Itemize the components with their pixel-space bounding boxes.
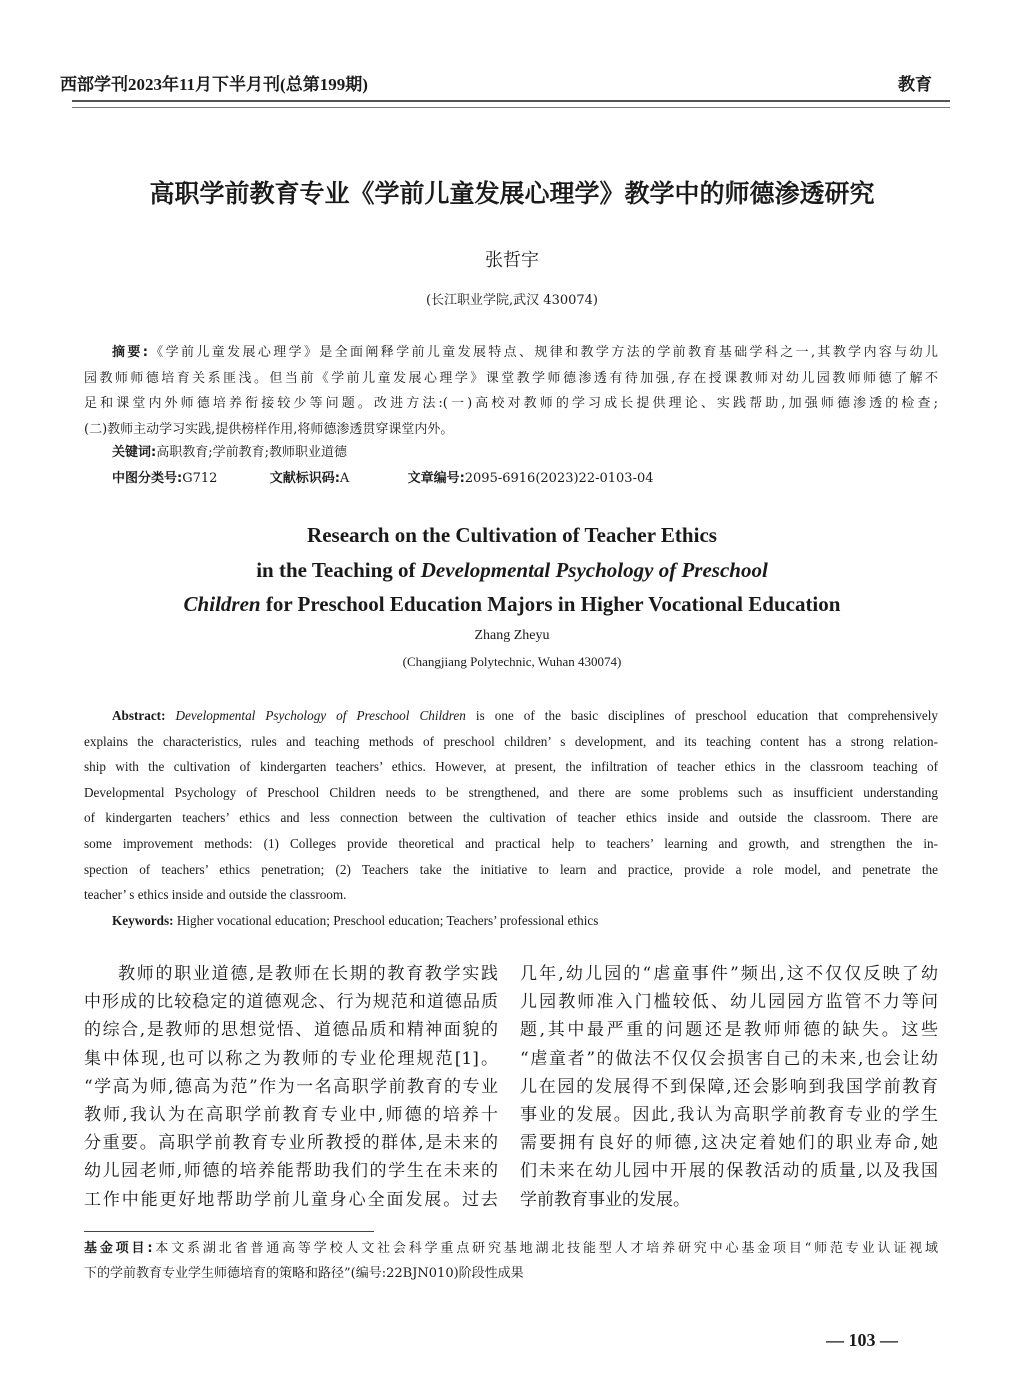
abstract-en-text: is one of the basic disciplines of preschool education that comprehensively [465,708,938,723]
footnote-text: 本文系湖北省普通高等学校人文社会科学重点研究基地湖北技能型人才培养研究中心基金项目“师范专业认证视域 [152,1241,938,1256]
abstract-cn-line: 园教师师德培育关系匪浅。但当前《学前儿童发展心理学》课堂教学师德渗透有待加强,存在授课教师对幼儿园教师师德了解不 [84,370,938,386]
journal-header: 西部学刊2023年11月下半月刊(总第199期) [60,75,368,94]
body-text-line: 题,其中最严重的问题还是教师师德的缺失。这些 [520,1020,938,1041]
abstract-cn-text: 《学前儿童发展心理学》是全面阐释学前儿童发展特点、规律和教学方法的学前教育基础学科之一,其教学内容与幼儿 [147,345,938,360]
body-text-line: 中形成的比较稳定的道德观念、行为规范和道德品质 [84,992,498,1013]
header-rule [72,100,950,108]
abstract-cn-line: 足和课堂内外师德培养衔接较少等问题。改进方法:(一)高校对教师的学习成长提供理论、实践帮助,加强师德渗透的检查; [84,396,938,411]
abstract-en-label: Abstract: [112,708,166,723]
clc-label: 中图分类号: [112,471,183,486]
author: 张哲宇 [485,250,539,271]
en-title-italic: Developmental Psychology of Preschool [420,558,768,582]
en-affiliation: (Changjiang Polytechnic, Wuhan 430074) [402,654,622,669]
en-title-line-1: Research on the Cultivation of Teacher Ethics [307,523,717,547]
abstract-en-line: ship with the cultivation of kindergarten teachers’ ethics. However, at present, the infiltration of teacher ethics in the classroom teaching of [84,759,938,775]
clc-value: G712 [182,471,218,486]
body-text-line: 工作中能更好地帮助学前儿童身心全面发展。过去 [84,1189,498,1210]
body-text-line: 们未来在幼儿园中开展的保教活动的质量,以及我国 [520,1161,938,1182]
body-text-line: “学高为师,德高为范”作为一名高职学前教育的专业 [84,1076,498,1097]
article-number-label: 文章编号: [407,471,465,486]
body-text-line: 儿园教师准入门槛较低、幼儿园园方监管不力等问 [520,992,938,1013]
footnote-label: 基金项目: [84,1241,153,1256]
body-text-line: 幼儿园老师,师德的培养能帮助我们的学生在未来的 [84,1161,498,1182]
en-author: Zhang Zheyu [474,628,550,643]
abstract-en-line: explains the characteristics, rules and teaching methods of preschool children’ s development, and its teaching content has a strong relation- [84,733,938,749]
abstract-en-line: teacher’ s ethics inside and outside the classroom. [84,887,347,903]
affiliation: (长江职业学院,武汉 430074) [425,293,599,308]
body-text-line: 几年,幼儿园的“虐童事件”频出,这不仅仅反映了幼 [520,964,938,984]
body-text-line: 儿在园的发展得不到保障,还会影响到我国学前教育 [520,1076,938,1097]
doc-code-value: A [339,471,350,486]
en-title-line-3 [0,592,1024,617]
abstract-cn-line: (二)教师主动学习实践,提供榜样作用,将师德渗透贯穿课堂内外。 [84,421,454,437]
keywords-en [112,911,912,931]
abstract-en-line: Developmental Psychology of Preschool Children needs to be strengthened, and there are some problems such as insufficient understanding [84,784,938,800]
page-number: — 103 — [826,1330,898,1350]
footnote-line-1 [84,1239,938,1259]
doc-code-label: 文献标识码: [269,471,340,486]
keywords-en-label: Keywords: [112,913,174,928]
en-title-text: in the Teaching of [256,558,421,582]
footnote-line-2: 下的学前教育专业学生师德培育的策略和路径”(编号:22BJN010)阶段性成果 [84,1266,524,1281]
abstract-en-italic: Developmental Psychology of Preschool Children [175,708,466,723]
en-title-text: for Preschool Education Majors in Higher Vocational Education [260,592,841,616]
body-text-line: 分重要。高职学前教育专业所教授的群体,是未来的 [84,1133,498,1154]
body-text-line: 教师的职业道德,是教师在长期的教育教学实践 [118,964,498,984]
en-title-line-2 [0,558,1024,583]
en-title-italic: Children [183,592,261,616]
body-text-line: 的综合,是教师的思想觉悟、道德品质和精神面貌的 [84,1020,498,1041]
classification-row [112,469,654,489]
abstract-en-first-line [112,706,938,726]
abstract-en-line: some improvement methods: (1) Colleges provide theoretical and practical help to teachers’ learning and growth, and strengthen the in- [84,835,938,851]
keywords-cn-label: 关键词: [112,445,157,460]
paper-title: 高职学前教育专业《学前儿童发展心理学》教学中的师德渗透研究 [149,179,875,208]
abstract-en-line: of kindergarten teachers’ ethics and less connection between the cultivation of teacher ethics inside and outside the classroom. There are [84,810,938,826]
footnote-rule [84,1231,374,1232]
body-text-line: 需要拥有良好的师德,这决定着她们的职业寿命,她 [520,1133,938,1154]
body-text-line: 集中体现,也可以称之为教师的专业伦理规范[1]。 [84,1048,498,1069]
body-text-line: 事业的发展。因此,我认为高职学前教育专业的学生 [520,1105,938,1125]
abstract-en-line: spection of teachers’ ethics penetration; (2) Teachers take the initiative to learn and practice, provide a role model, and penetrate the [84,861,938,877]
body-text-line: “虐童者”的做法不仅仅会损害自己的未来,也会让幼 [520,1048,938,1069]
abstract-cn-line [112,343,938,363]
abstract-cn-label: 摘要: [112,345,148,360]
keywords-cn-value: 高职教育;学前教育;教师职业道德 [156,445,347,460]
article-number-value: 2095-6916(2023)22-0103-04 [464,471,654,486]
body-text-line: 教师,我认为在高职学前教育专业中,师德的培养十 [84,1105,498,1125]
body-text-line: 学前教育事业的发展。 [520,1189,690,1210]
keywords-cn [112,443,712,463]
section-label: 教育 [898,75,932,95]
keywords-en-value: Higher vocational education; Preschool education; Teachers’ professional ethics [176,913,599,928]
